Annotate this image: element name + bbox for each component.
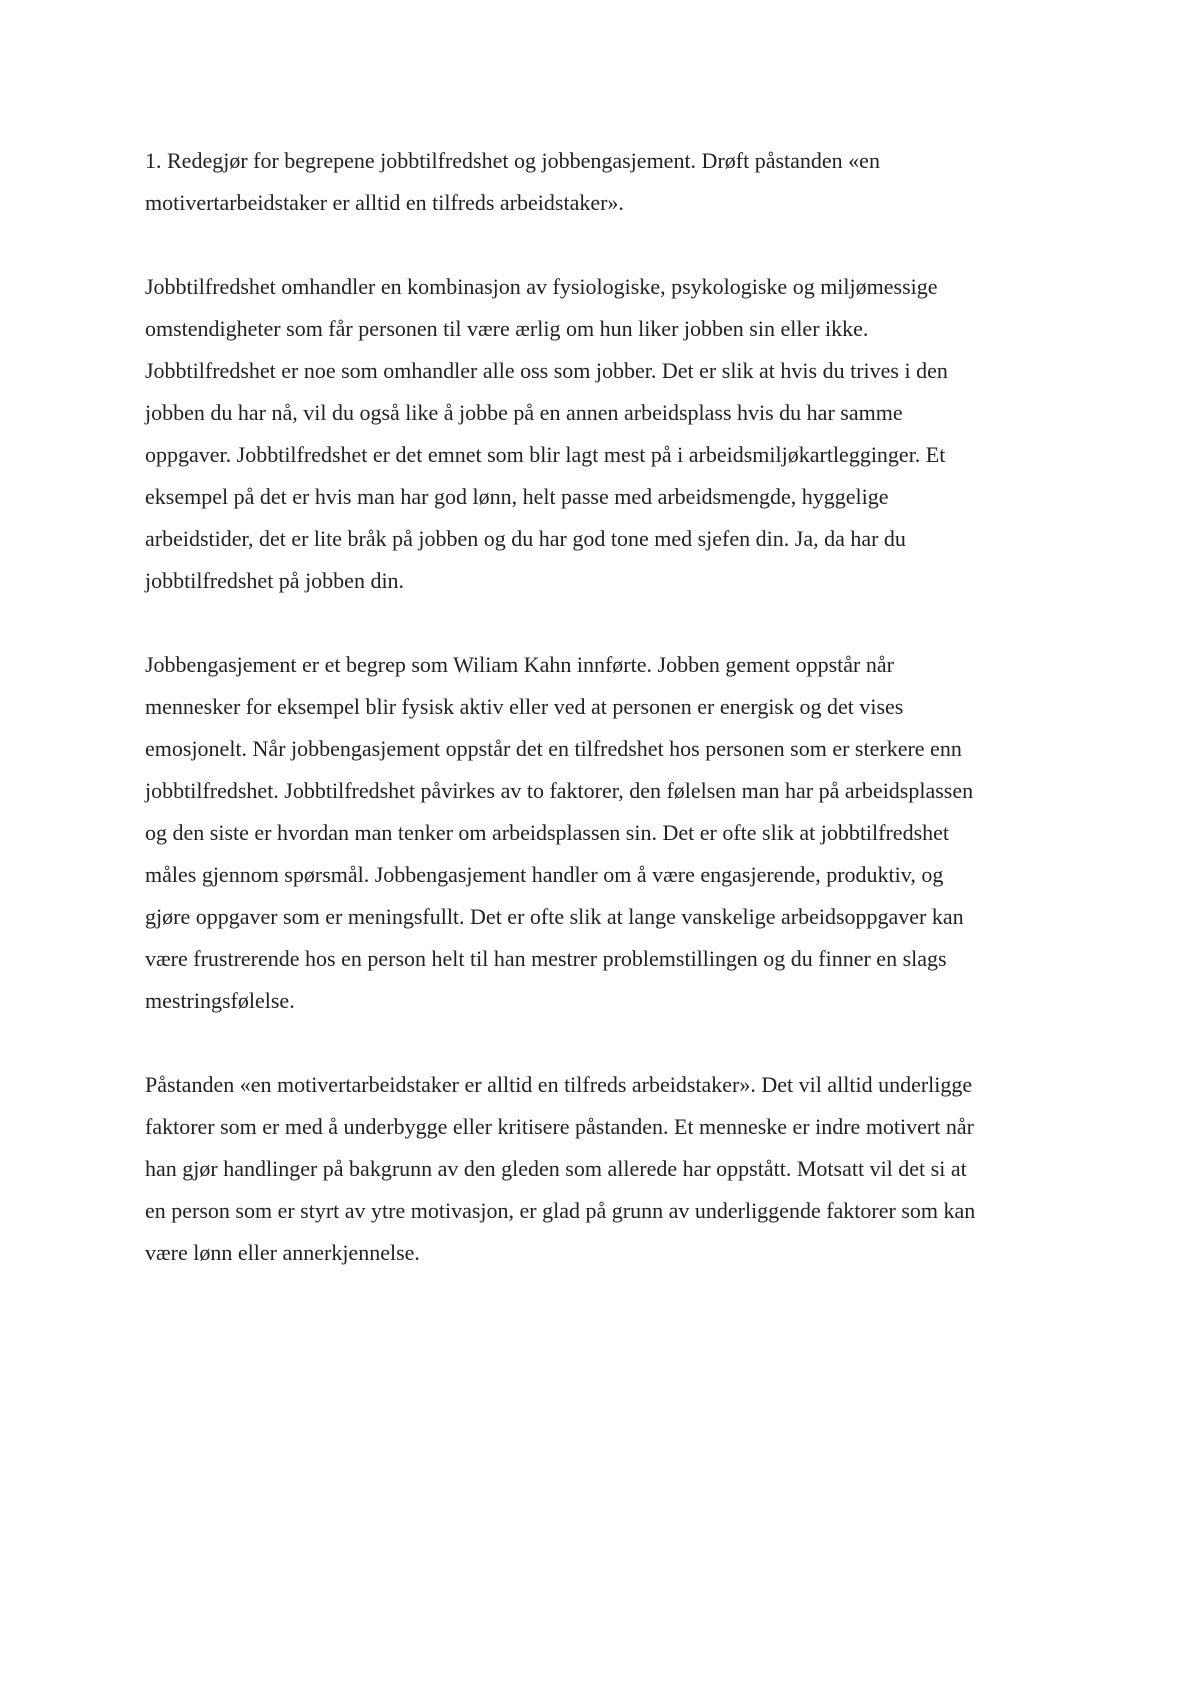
text-line: 1. Redegjør for begrepene jobbtilfredshet og jobbengasjement. Drøft påstanden «en — [145, 148, 880, 173]
jobbtilfredshet-paragraph — [145, 266, 1075, 602]
text-line: jobbtilfredshet. Jobbtilfredshet påvirkes av to faktorer, den følelsen man har på arbeidsplassen — [145, 778, 974, 803]
text-line: jobben du har nå, vil du også like å jobbe på en annen arbeidsplass hvis du har samme — [145, 400, 903, 425]
text-line: være frustrerende hos en person helt til han mestrer problemstillingen og du finner en slags — [145, 946, 947, 971]
text-line: faktorer som er med å underbygge eller kritisere påstanden. Et menneske er indre motivert når — [145, 1114, 974, 1139]
jobbengasjement-paragraph — [145, 644, 1075, 1022]
text-line: emosjonelt. Når jobbengasjement oppstår det en tilfredshet hos personen som er sterkere enn — [145, 736, 962, 761]
text-line: Jobbtilfredshet omhandler en kombinasjon av fysiologiske, psykologiske og miljømessige — [145, 274, 938, 299]
text-line: Jobbengasjement er et begrep som Wiliam Kahn innførte. Jobben gement oppstår når — [145, 652, 894, 677]
text-line: omstendigheter som får personen til være ærlig om hun liker jobben sin eller ikke. — [145, 316, 869, 341]
text-line: eksempel på det er hvis man har god lønn, helt passe med arbeidsmengde, hyggelige — [145, 484, 889, 509]
text-line: mestringsfølelse. — [145, 988, 295, 1013]
text-line: og den siste er hvordan man tenker om arbeidsplassen sin. Det er ofte slik at jobbtilfredshet — [145, 820, 950, 845]
question-paragraph — [145, 140, 1075, 224]
text-line: en person som er styrt av ytre motivasjon, er glad på grunn av underliggende faktorer som kan — [145, 1198, 976, 1223]
text-line: Påstanden «en motivertarbeidstaker er alltid en tilfreds arbeidstaker». Det vil alltid underligge — [145, 1072, 973, 1097]
text-line: oppgaver. Jobbtilfredshet er det emnet som blir lagt mest på i arbeidsmiljøkartlegginger. Et — [145, 442, 946, 467]
text-line: mennesker for eksempel blir fysisk aktiv eller ved at personen er energisk og det vises — [145, 694, 904, 719]
text-line: gjøre oppgaver som er meningsfullt. Det er ofte slik at lange vanskelige arbeidsoppgaver kan — [145, 904, 964, 929]
document-body — [145, 140, 1075, 1316]
text-line: motivertarbeidstaker er alltid en tilfreds arbeidstaker». — [145, 190, 624, 215]
text-line: han gjør handlinger på bakgrunn av den gleden som allerede har oppstått. Motsatt vil det si at — [145, 1156, 967, 1181]
pastanden-paragraph — [145, 1064, 1075, 1274]
text-line: arbeidstider, det er lite bråk på jobben og du har god tone med sjefen din. Ja, da har du — [145, 526, 906, 551]
text-line: jobbtilfredshet på jobben din. — [145, 568, 405, 593]
text-line: være lønn eller annerkjennelse. — [145, 1240, 420, 1265]
text-line: måles gjennom spørsmål. Jobbengasjement handler om å være engasjerende, produktiv, og — [145, 862, 944, 887]
text-line: Jobbtilfredshet er noe som omhandler alle oss som jobber. Det er slik at hvis du trives i den — [145, 358, 948, 383]
